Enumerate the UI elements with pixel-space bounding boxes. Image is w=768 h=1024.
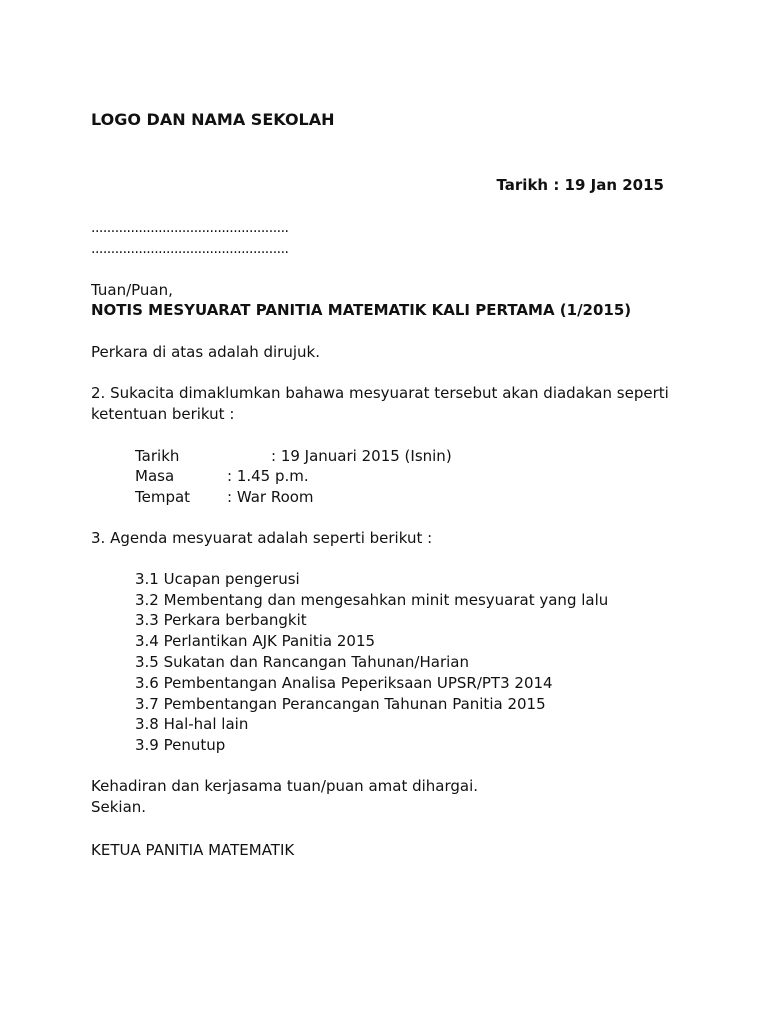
address-line-1: .................................................. — [91, 220, 289, 236]
salutation: Tuan/Puan, — [91, 281, 173, 299]
paragraph-2-line-2: ketentuan berikut : — [91, 405, 235, 423]
detail-label-venue: Tempat — [135, 488, 191, 506]
school-heading: LOGO DAN NAMA SEKOLAH — [91, 110, 335, 129]
agenda-item: 3.1 Ucapan pengerusi — [135, 570, 300, 588]
detail-value-venue: : War Room — [227, 488, 314, 506]
agenda-item: 3.9 Penutup — [135, 736, 226, 754]
agenda-item: 3.8 Hal-hal lain — [135, 715, 249, 733]
letter-date: Tarikh : 19 Jan 2015 — [496, 176, 664, 194]
detail-value-time: : 1.45 p.m. — [227, 467, 309, 485]
agenda-item: 3.3 Perkara berbangkit — [135, 611, 307, 629]
detail-label-time: Masa — [135, 467, 175, 485]
agenda-item: 3.5 Sukatan dan Rancangan Tahunan/Harian — [135, 653, 469, 671]
detail-value-date: : 19 Januari 2015 (Isnin) — [271, 447, 452, 465]
agenda-item: 3.6 Pembentangan Analisa Peperiksaan UPSR/PT3 2014 — [135, 674, 553, 692]
address-line-2: .................................................. — [91, 241, 289, 257]
paragraph-2-line-1: 2. Sukacita dimaklumkan bahawa mesyuarat tersebut akan diadakan seperti — [91, 384, 669, 402]
reference-paragraph: Perkara di atas adalah dirujuk. — [91, 343, 320, 361]
closing-line-2: Sekian. — [91, 798, 147, 816]
paragraph-3: 3. Agenda mesyuarat adalah seperti berikut : — [91, 529, 433, 547]
detail-label-date: Tarikh — [135, 447, 180, 465]
agenda-item: 3.4 Perlantikan AJK Panitia 2015 — [135, 632, 376, 650]
closing-line-1: Kehadiran dan kerjasama tuan/puan amat dihargai. — [91, 777, 479, 795]
signature-title: KETUA PANITIA MATEMATIK — [91, 841, 295, 859]
subject-line: NOTIS MESYUARAT PANITIA MATEMATIK KALI PERTAMA (1/2015) — [91, 301, 632, 319]
agenda-item: 3.7 Pembentangan Perancangan Tahunan Panitia 2015 — [135, 695, 546, 713]
agenda-item: 3.2 Membentang dan mengesahkan minit mesyuarat yang lalu — [135, 591, 609, 609]
